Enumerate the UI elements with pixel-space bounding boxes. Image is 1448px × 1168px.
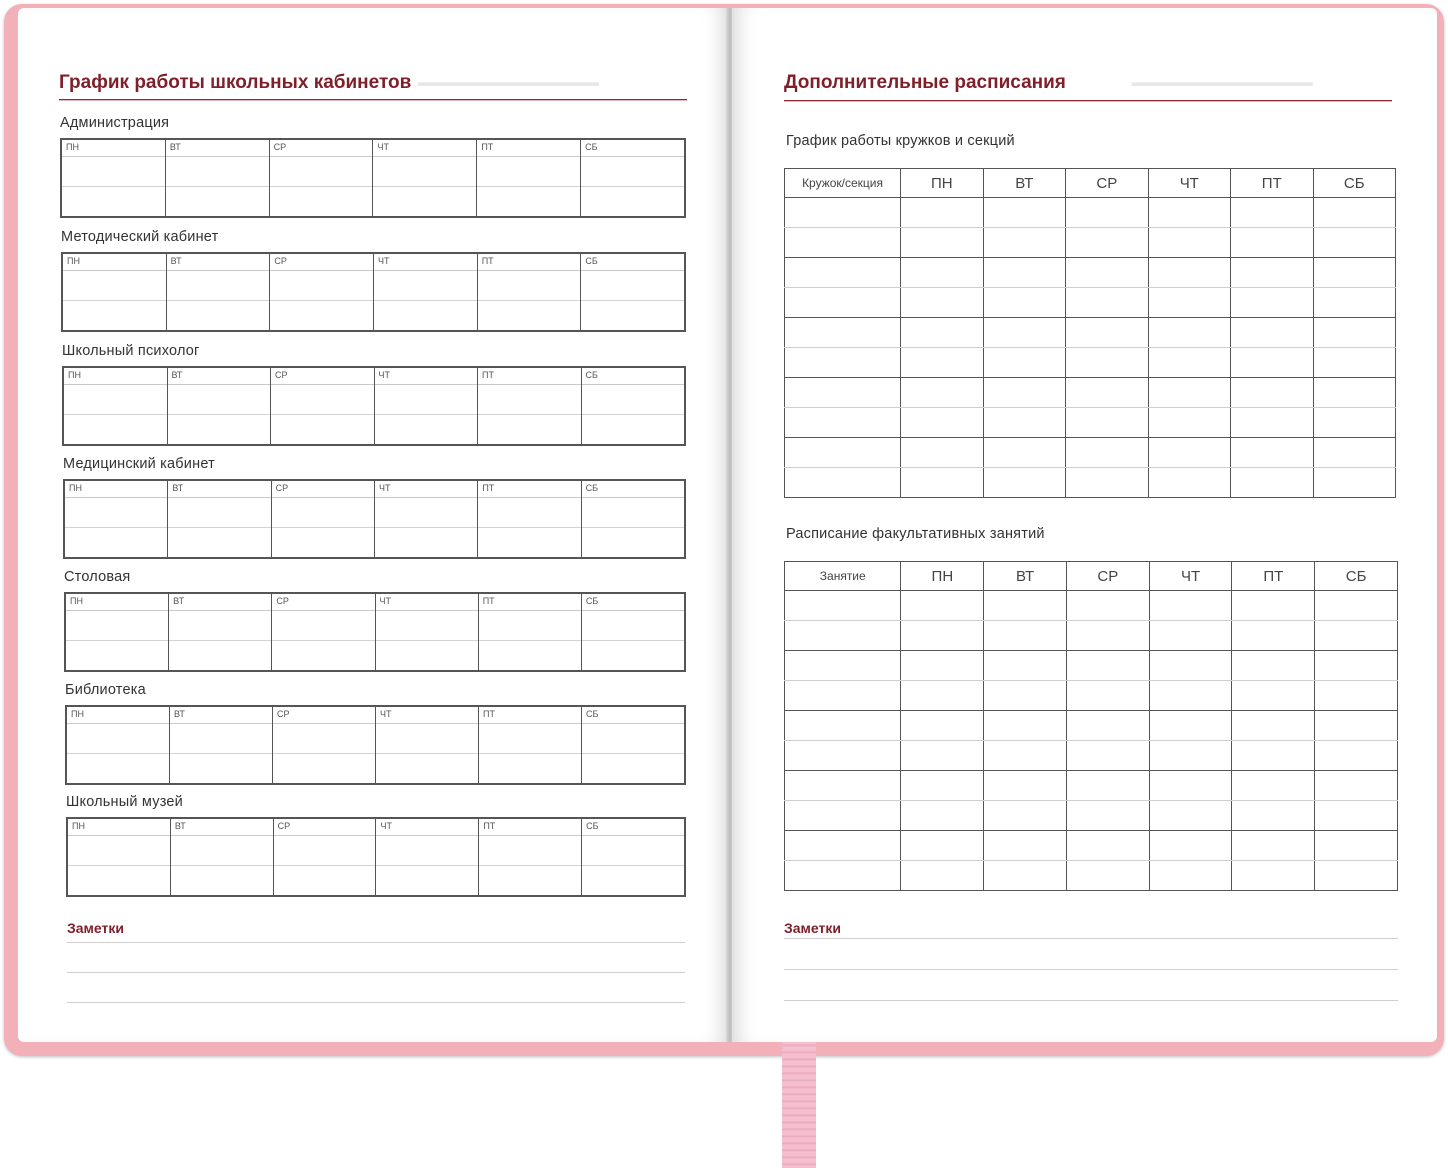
page-title: Дополнительные расписания [784, 72, 1066, 93]
show-through-text: ━━━━━━━━━━━━━━━ [418, 74, 599, 96]
table-cell[interactable] [1066, 468, 1148, 498]
day-cell[interactable] [478, 481, 581, 557]
table-cell[interactable] [984, 801, 1067, 831]
day-cell[interactable] [64, 368, 168, 444]
table-cell[interactable] [984, 681, 1067, 711]
table-cell[interactable] [785, 861, 901, 891]
table-cell[interactable] [901, 741, 984, 771]
table-cell[interactable] [984, 651, 1067, 681]
section-title: Школьный психолог [62, 343, 200, 359]
day-cell[interactable] [168, 481, 271, 557]
table-cell[interactable] [1148, 378, 1230, 408]
table-cell[interactable] [1066, 318, 1148, 348]
table-cell[interactable] [1148, 408, 1230, 438]
day-label: СР [274, 256, 287, 266]
weekly-schedule-grid [62, 366, 686, 446]
table-cell[interactable] [785, 711, 901, 741]
table-cell[interactable] [785, 591, 901, 621]
table-cell[interactable] [1315, 801, 1398, 831]
day-label: СР [277, 821, 291, 831]
table-cell[interactable] [785, 741, 901, 771]
table-cell[interactable] [785, 651, 901, 681]
table-cell[interactable] [901, 288, 983, 318]
table-cell[interactable] [1148, 228, 1230, 258]
column-header: СБ [1315, 562, 1398, 591]
table-row [785, 468, 1396, 498]
day-cell[interactable] [581, 254, 684, 330]
table-cell[interactable] [901, 378, 983, 408]
day-label: СР [275, 483, 289, 493]
table-cell[interactable] [1066, 288, 1148, 318]
table-cell[interactable] [1315, 861, 1398, 891]
table-cell[interactable] [1231, 438, 1313, 468]
day-label: ПН [72, 821, 85, 831]
show-through-text: ━━━━━━━━━━━━━━━ [1132, 74, 1313, 96]
table-cell[interactable] [1148, 258, 1230, 288]
day-cell[interactable] [374, 254, 478, 330]
column-header: ЧТ [1149, 562, 1232, 591]
day-label: ВТ [171, 370, 183, 380]
table-cell[interactable] [1232, 621, 1315, 651]
column-header: ПН [901, 169, 983, 198]
table-cell[interactable] [1315, 741, 1398, 771]
weekly-schedule-grid [65, 705, 686, 785]
table-row [785, 711, 1398, 741]
table-cell[interactable] [1231, 348, 1313, 378]
title-rule [59, 99, 687, 101]
table-cell[interactable] [901, 861, 984, 891]
table-cell[interactable] [1313, 318, 1396, 348]
column-header: ПТ [1232, 562, 1315, 591]
table-cell[interactable] [1066, 621, 1149, 651]
table-cell[interactable] [785, 438, 901, 468]
table-cell[interactable] [901, 318, 983, 348]
day-cell[interactable] [171, 819, 274, 895]
table-cell[interactable] [901, 711, 984, 741]
day-cell[interactable] [582, 819, 684, 895]
table-cell[interactable] [1066, 711, 1149, 741]
day-label: ПТ [483, 709, 495, 719]
day-label: СБ [586, 709, 599, 719]
table-cell[interactable] [1149, 711, 1232, 741]
section-title: Столовая [64, 569, 131, 585]
table-cell[interactable] [785, 771, 901, 801]
notes-line[interactable] [67, 1002, 685, 1003]
day-label: СР [273, 142, 287, 152]
left-page [18, 8, 728, 1042]
table-cell[interactable] [983, 348, 1065, 378]
table-cell[interactable] [983, 378, 1065, 408]
table-cell[interactable] [1148, 348, 1230, 378]
table-cell[interactable] [984, 591, 1067, 621]
column-header: СР [1066, 562, 1149, 591]
table-cell[interactable] [984, 861, 1067, 891]
table-cell[interactable] [1232, 591, 1315, 621]
notes-line[interactable] [784, 969, 1398, 970]
column-header: СР [1066, 169, 1148, 198]
day-label: СБ [586, 821, 599, 831]
day-cell[interactable] [582, 594, 684, 670]
table-cell[interactable] [785, 801, 901, 831]
table-cell[interactable] [785, 621, 901, 651]
day-label: ВТ [169, 142, 181, 152]
table-cell[interactable] [1149, 651, 1232, 681]
electives-schedule-table [784, 561, 1398, 891]
table-cell[interactable] [1066, 408, 1148, 438]
day-label: ЧТ [377, 142, 389, 152]
day-label: СБ [585, 483, 599, 493]
day-label: ПН [68, 370, 81, 380]
table-cell[interactable] [1315, 621, 1398, 651]
day-label: ЧТ [378, 483, 391, 493]
table-cell[interactable] [1313, 288, 1396, 318]
column-header: ВТ [983, 169, 1065, 198]
section-title: Медицинский кабинет [63, 456, 215, 472]
table-cell[interactable] [1232, 651, 1315, 681]
table-cell[interactable] [901, 621, 984, 651]
day-cell[interactable] [376, 707, 479, 783]
table-cell[interactable] [1148, 198, 1230, 228]
day-cell[interactable] [274, 819, 377, 895]
table-cell[interactable] [984, 711, 1067, 741]
section-title: Методический кабинет [61, 229, 219, 245]
day-cell[interactable] [479, 819, 582, 895]
day-label: ПТ [481, 142, 494, 152]
table-cell[interactable] [1313, 348, 1396, 378]
table-cell[interactable] [901, 198, 983, 228]
table-cell[interactable] [901, 831, 984, 861]
table-cell[interactable] [1066, 861, 1149, 891]
day-cell[interactable] [581, 140, 684, 216]
table-row [785, 861, 1398, 891]
table-cell[interactable] [1149, 771, 1232, 801]
table-cell[interactable] [1315, 831, 1398, 861]
day-cell[interactable] [375, 368, 479, 444]
day-cell[interactable] [62, 140, 166, 216]
table-cell[interactable] [1231, 198, 1313, 228]
bookmark-ribbon[interactable] [782, 1040, 816, 1168]
table-cell[interactable] [1148, 288, 1230, 318]
table-cell[interactable] [901, 468, 983, 498]
column-header: Занятие [785, 562, 901, 591]
day-label: ЧТ [380, 821, 392, 831]
table-cell[interactable] [1066, 831, 1149, 861]
notes-line[interactable] [67, 942, 685, 943]
section-title: Библиотека [65, 682, 146, 698]
section-title: Школьный музей [66, 794, 183, 810]
day-label: ПН [70, 596, 83, 606]
table-cell[interactable] [1149, 621, 1232, 651]
table-cell[interactable] [1066, 771, 1149, 801]
table-cell[interactable] [1313, 468, 1396, 498]
day-cell[interactable] [272, 594, 375, 670]
table-row [785, 258, 1396, 288]
day-cell[interactable] [68, 819, 171, 895]
table-cell[interactable] [1066, 651, 1149, 681]
day-label: СР [275, 370, 288, 380]
day-label: СБ [585, 142, 598, 152]
table-cell[interactable] [1148, 468, 1230, 498]
day-cell[interactable] [270, 254, 374, 330]
weekly-schedule-grid [63, 479, 686, 559]
table-cell[interactable] [1231, 228, 1313, 258]
table-cell[interactable] [983, 438, 1065, 468]
table-cell[interactable] [1232, 771, 1315, 801]
table-cell[interactable] [1066, 258, 1148, 288]
day-label: ПН [71, 709, 84, 719]
table-cell[interactable] [1232, 681, 1315, 711]
clubs-schedule-table [784, 168, 1396, 498]
table-row [785, 378, 1396, 408]
table-cell[interactable] [1149, 861, 1232, 891]
right-page [732, 8, 1437, 1042]
table-cell[interactable] [901, 681, 984, 711]
table-cell[interactable] [1232, 831, 1315, 861]
table-cell[interactable] [1232, 861, 1315, 891]
table-row [785, 621, 1398, 651]
day-label: СБ [585, 370, 598, 380]
notes-label: Заметки [784, 920, 841, 936]
column-header: ЧТ [1148, 169, 1230, 198]
column-header: Кружок/секция [785, 169, 901, 198]
table-cell[interactable] [901, 438, 983, 468]
table-row [785, 831, 1398, 861]
table-cell[interactable] [1313, 408, 1396, 438]
table-row [785, 348, 1396, 378]
table-cell[interactable] [1149, 741, 1232, 771]
table-cell[interactable] [785, 831, 901, 861]
table-cell[interactable] [785, 288, 901, 318]
table-cell[interactable] [785, 408, 901, 438]
day-label: ЧТ [379, 596, 392, 606]
day-cell[interactable] [582, 368, 685, 444]
table-cell[interactable] [1313, 258, 1396, 288]
table-cell[interactable] [901, 258, 983, 288]
notes-line[interactable] [784, 1000, 1398, 1001]
table-cell[interactable] [983, 228, 1065, 258]
table-title: Расписание факультативных занятий [786, 526, 1045, 542]
table-cell[interactable] [785, 468, 901, 498]
day-cell[interactable] [479, 594, 582, 670]
table-cell[interactable] [1231, 318, 1313, 348]
weekly-schedule-grid [66, 817, 686, 897]
weekly-schedule-grid [60, 138, 686, 218]
table-row [785, 681, 1398, 711]
table-row [785, 651, 1398, 681]
day-label: ПТ [482, 483, 495, 493]
table-cell[interactable] [1148, 318, 1230, 348]
table-cell[interactable] [1066, 198, 1148, 228]
day-cell[interactable] [376, 594, 479, 670]
notes-label: Заметки [67, 920, 124, 936]
table-cell[interactable] [984, 741, 1067, 771]
day-cell[interactable] [478, 368, 582, 444]
table-cell[interactable] [1066, 438, 1148, 468]
table-row [785, 198, 1396, 228]
table-cell[interactable] [785, 228, 901, 258]
table-cell[interactable] [1313, 198, 1396, 228]
table-cell[interactable] [785, 258, 901, 288]
day-cell[interactable] [271, 368, 375, 444]
day-cell[interactable] [582, 707, 684, 783]
table-cell[interactable] [983, 288, 1065, 318]
day-cell[interactable] [479, 707, 582, 783]
day-cell[interactable] [477, 140, 581, 216]
table-cell[interactable] [984, 771, 1067, 801]
table-row [785, 228, 1396, 258]
weekly-schedule-grid [61, 252, 686, 332]
day-label: ВТ [170, 256, 182, 266]
table-cell[interactable] [785, 378, 901, 408]
weekly-schedule-grid [64, 592, 686, 672]
table-cell[interactable] [984, 831, 1067, 861]
day-cell[interactable] [63, 254, 167, 330]
day-label: ПН [69, 483, 82, 493]
table-cell[interactable] [785, 348, 901, 378]
table-cell[interactable] [983, 408, 1065, 438]
page-title: График работы школьных кабинетов [59, 72, 412, 93]
column-header: СБ [1313, 169, 1396, 198]
day-cell[interactable] [273, 707, 376, 783]
day-label: СР [277, 709, 290, 719]
day-cell[interactable] [66, 594, 169, 670]
table-cell[interactable] [1232, 711, 1315, 741]
table-cell[interactable] [785, 681, 901, 711]
table-cell[interactable] [1149, 831, 1232, 861]
table-cell[interactable] [901, 348, 983, 378]
day-cell[interactable] [375, 481, 478, 557]
table-cell[interactable] [983, 468, 1065, 498]
table-cell[interactable] [1231, 468, 1313, 498]
day-cell[interactable] [167, 254, 271, 330]
column-header: ПТ [1231, 169, 1313, 198]
table-row [785, 741, 1398, 771]
table-row [785, 288, 1396, 318]
table-cell[interactable] [1066, 348, 1148, 378]
day-label: ПТ [482, 370, 494, 380]
day-label: ВТ [172, 483, 184, 493]
day-cell[interactable] [168, 368, 272, 444]
day-label: ПТ [483, 821, 496, 831]
table-cell[interactable] [901, 801, 984, 831]
table-cell[interactable] [901, 771, 984, 801]
table-cell[interactable] [1149, 681, 1232, 711]
day-label: СР [276, 596, 289, 606]
day-label: ПН [67, 256, 80, 266]
table-cell[interactable] [1066, 591, 1149, 621]
table-row [785, 591, 1398, 621]
title-rule [784, 100, 1392, 102]
table-cell[interactable] [1313, 228, 1396, 258]
table-cell[interactable] [1315, 711, 1398, 741]
day-label: ЧТ [378, 370, 390, 380]
table-cell[interactable] [1066, 378, 1148, 408]
table-row [785, 438, 1396, 468]
table-cell[interactable] [785, 318, 901, 348]
day-label: ПН [66, 142, 79, 152]
day-label: ВТ [174, 709, 185, 719]
table-cell[interactable] [1315, 681, 1398, 711]
table-cell[interactable] [901, 408, 983, 438]
table-row [785, 318, 1396, 348]
day-cell[interactable] [67, 707, 170, 783]
table-cell[interactable] [1313, 438, 1396, 468]
section-title: Администрация [60, 115, 170, 131]
day-label: ЧТ [378, 256, 390, 266]
column-header: ВТ [984, 562, 1067, 591]
table-cell[interactable] [1315, 771, 1398, 801]
table-cell[interactable] [1232, 741, 1315, 771]
day-label: СБ [585, 256, 598, 266]
day-cell[interactable] [582, 481, 684, 557]
table-cell[interactable] [1066, 801, 1149, 831]
table-cell[interactable] [1066, 741, 1149, 771]
day-cell[interactable] [170, 707, 273, 783]
day-label: СБ [585, 596, 599, 606]
day-label: ПТ [482, 596, 495, 606]
table-cell[interactable] [1231, 378, 1313, 408]
day-cell[interactable] [270, 140, 374, 216]
table-row [785, 801, 1398, 831]
table-cell[interactable] [984, 621, 1067, 651]
table-title: График работы кружков и секций [786, 133, 1015, 149]
day-cell[interactable] [373, 140, 477, 216]
table-cell[interactable] [983, 258, 1065, 288]
table-row [785, 408, 1396, 438]
table-cell[interactable] [1231, 288, 1313, 318]
table-cell[interactable] [1231, 408, 1313, 438]
day-label: ПТ [481, 256, 494, 266]
table-cell[interactable] [1313, 378, 1396, 408]
day-label: ВТ [173, 596, 185, 606]
day-cell[interactable] [169, 594, 272, 670]
table-cell[interactable] [785, 198, 901, 228]
table-cell[interactable] [983, 318, 1065, 348]
day-cell[interactable] [376, 819, 479, 895]
day-cell[interactable] [166, 140, 270, 216]
table-cell[interactable] [1148, 438, 1230, 468]
table-cell[interactable] [901, 591, 984, 621]
table-cell[interactable] [1149, 591, 1232, 621]
table-cell[interactable] [901, 228, 983, 258]
day-cell[interactable] [478, 254, 582, 330]
table-cell[interactable] [1149, 801, 1232, 831]
day-cell[interactable] [272, 481, 375, 557]
column-header: ПН [901, 562, 984, 591]
table-cell[interactable] [1066, 681, 1149, 711]
table-cell[interactable] [983, 198, 1065, 228]
table-row [785, 771, 1398, 801]
table-cell[interactable] [1315, 591, 1398, 621]
day-label: ВТ [174, 821, 186, 831]
table-cell[interactable] [901, 651, 984, 681]
table-cell[interactable] [1315, 651, 1398, 681]
table-cell[interactable] [1231, 258, 1313, 288]
table-cell[interactable] [1232, 801, 1315, 831]
notes-line[interactable] [784, 938, 1398, 939]
notes-line[interactable] [67, 972, 685, 973]
table-cell[interactable] [1066, 228, 1148, 258]
day-cell[interactable] [65, 481, 168, 557]
day-label: ЧТ [380, 709, 392, 719]
